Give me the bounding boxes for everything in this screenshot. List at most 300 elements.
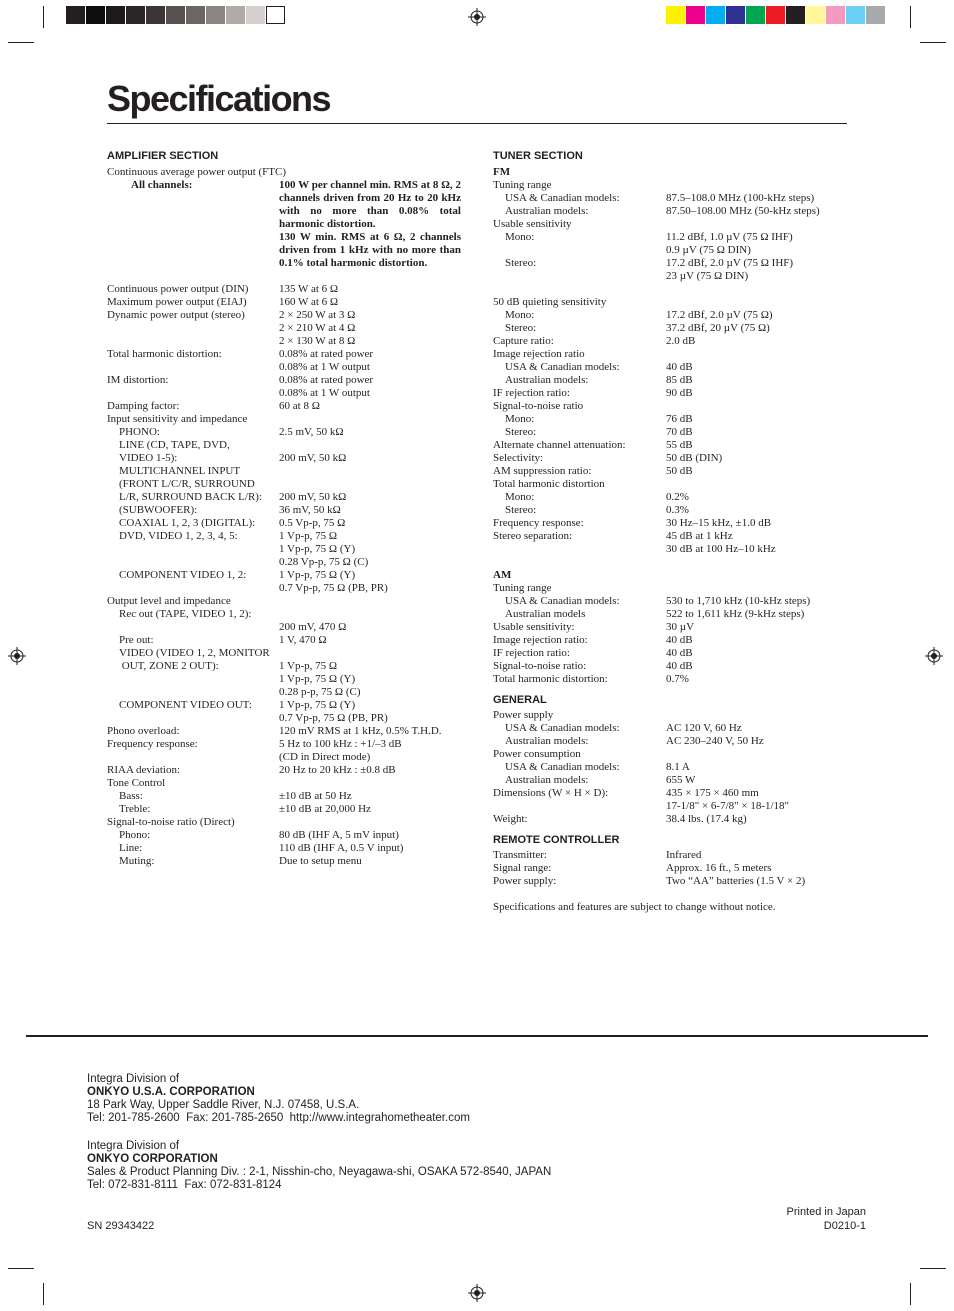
spec-row <box>107 335 467 348</box>
spec-value: 2 × 130 W at 8 Ω <box>279 335 356 347</box>
remote-spec-list <box>493 849 853 888</box>
spec-value: 120 mV RMS at 1 kHz, 0.5% T.H.D. <box>279 725 442 737</box>
spec-value: 40 dB <box>666 634 693 646</box>
spec-value: ±10 dB at 20,000 Hz <box>279 803 371 815</box>
spec-label: OUT, ZONE 2 OUT): <box>119 660 219 672</box>
all-channels-label: All channels: <box>131 179 193 191</box>
spec-row <box>493 800 853 813</box>
spec-value: 655 W <box>666 774 696 786</box>
spec-row <box>107 647 467 660</box>
spec-label: USA & Canadian models: <box>505 595 620 607</box>
spec-value: 70 dB <box>666 426 693 438</box>
fm-heading: FM <box>493 166 511 178</box>
japan-address-block <box>87 1140 551 1192</box>
spec-label: IF rejection ratio: <box>493 387 570 399</box>
spec-value: (CD in Direct mode) <box>279 751 371 763</box>
printed-in-japan: Printed in Japan <box>786 1206 866 1218</box>
spec-value: 2 × 250 W at 3 Ω <box>279 309 356 321</box>
spec-row <box>493 735 853 748</box>
serial-number: SN 29343422 <box>87 1220 155 1232</box>
spec-row <box>493 595 853 608</box>
ftc-rating-6ohm: 130 W min. RMS at 6 Ω, 2 channels driven from 1 kHz with no more than 0.1% total harmonic distortion. <box>279 231 461 269</box>
spec-row <box>493 270 853 283</box>
spec-row <box>493 465 853 478</box>
spec-label: VIDEO 1-5): <box>119 452 178 464</box>
spec-value: Infrared <box>666 849 702 861</box>
crop-mark <box>920 42 946 43</box>
spec-value: 8.1 A <box>666 761 690 773</box>
spec-value: 2.0 dB <box>666 335 696 347</box>
spec-value: 1 Vp-p, 75 Ω (Y) <box>279 673 356 685</box>
spec-row <box>493 543 853 556</box>
spec-value: 17.2 dBf, 2.0 µV (75 Ω) <box>666 309 773 321</box>
spec-label: Input sensitivity and impedance <box>107 413 248 425</box>
spec-row <box>493 647 853 660</box>
spec-label: DVD, VIDEO 1, 2, 3, 4, 5: <box>119 530 238 542</box>
spec-label: Power consumption <box>493 748 581 760</box>
color-swatch <box>706 6 725 24</box>
spec-label: Signal-to-noise ratio (Direct) <box>107 816 235 828</box>
spec-label: Dimensions (W × H × D): <box>493 787 609 799</box>
spec-value: 0.08% at 1 W output <box>279 361 370 373</box>
spec-label: IM distortion: <box>107 374 169 386</box>
spec-label: Phono overload: <box>107 725 180 737</box>
spec-row <box>493 296 853 309</box>
spec-row <box>107 439 467 452</box>
spec-value: 87.5–108.0 MHz (100-kHz steps) <box>666 192 815 204</box>
spec-label: Damping factor: <box>107 400 180 412</box>
spec-label: Australian models: <box>505 205 589 217</box>
spec-label: Tone Control <box>107 777 166 789</box>
spec-label: USA & Canadian models: <box>505 722 620 734</box>
color-swatch <box>866 6 885 24</box>
registration-mark-icon <box>468 1284 486 1302</box>
spec-label: (FRONT L/C/R, SURROUND <box>119 478 255 490</box>
spec-value: Due to setup menu <box>279 855 362 867</box>
spec-value: 17.2 dBf, 2.0 µV (75 Ω IHF) <box>666 257 794 269</box>
spec-row <box>493 322 853 335</box>
spec-row <box>493 413 853 426</box>
spec-label: Total harmonic distortion: <box>493 673 608 685</box>
spec-row <box>493 722 853 735</box>
spec-value: 1 Vp-p, 75 Ω (Y) <box>279 543 356 555</box>
spec-label: Total harmonic distortion <box>493 478 605 490</box>
spec-row <box>107 309 467 322</box>
spec-row <box>107 790 467 803</box>
spec-row <box>107 374 467 387</box>
spec-row <box>493 530 853 543</box>
spec-label: Capture ratio: <box>493 335 554 347</box>
japan-division: Integra Division of <box>87 1140 180 1152</box>
spec-label: Power supply: <box>493 875 557 887</box>
spec-row <box>493 504 853 517</box>
usa-address: 18 Park Way, Upper Saddle River, N.J. 07458, U.S.A. <box>87 1099 360 1111</box>
spec-label: Treble: <box>119 803 151 815</box>
spec-label: Image rejection ratio <box>493 348 585 360</box>
spec-row <box>107 686 467 699</box>
spec-label: Stereo: <box>505 322 537 334</box>
spec-row <box>107 660 467 673</box>
spec-row <box>107 842 467 855</box>
spec-value: 55 dB <box>666 439 693 451</box>
spec-label: Australian models: <box>505 374 589 386</box>
spec-row <box>107 426 467 439</box>
spec-label: Weight: <box>493 813 528 825</box>
spec-row <box>107 491 467 504</box>
spec-row <box>493 491 853 504</box>
page-title: Specifications <box>107 78 331 119</box>
amplifier-section <box>107 150 467 868</box>
spec-label: Frequency response: <box>493 517 584 529</box>
spec-row <box>107 400 467 413</box>
spec-row <box>493 621 853 634</box>
spec-value: 1 Vp-p, 75 Ω (Y) <box>279 699 356 711</box>
spec-value: 530 to 1,710 kHz (10-kHz steps) <box>666 595 811 607</box>
spec-row <box>493 673 853 686</box>
spec-row <box>107 296 467 309</box>
spec-value: 60 at 8 Ω <box>279 400 320 412</box>
am-spec-list <box>493 582 853 686</box>
spec-label: Australian models <box>505 608 586 620</box>
spec-row <box>107 413 467 426</box>
spec-label: Stereo: <box>505 504 537 516</box>
spec-value: 200 mV, 470 Ω <box>279 621 347 633</box>
color-swatch <box>86 6 105 24</box>
spec-label: Pre out: <box>119 634 154 646</box>
spec-row <box>107 699 467 712</box>
spec-label: Australian models: <box>505 774 589 786</box>
spec-label: Transmitter: <box>493 849 547 861</box>
spec-label: Dynamic power output (stereo) <box>107 309 245 321</box>
japan-contact: Tel: 072-831-8111 Fax: 072-831-8124 <box>87 1179 282 1191</box>
spec-label: Power supply <box>493 709 554 721</box>
color-swatch <box>126 6 145 24</box>
spec-value: 45 dB at 1 kHz <box>666 530 733 542</box>
spec-value: 1 Vp-p, 75 Ω <box>279 530 338 542</box>
spec-label: (SUBWOOFER): <box>119 504 198 516</box>
spec-row <box>493 257 853 270</box>
spec-label: Usable sensitivity <box>493 218 572 230</box>
spec-label: Total harmonic distortion: <box>107 348 222 360</box>
spec-row <box>493 862 853 875</box>
spec-row <box>107 751 467 764</box>
spec-label: Usable sensitivity: <box>493 621 575 633</box>
color-swatch <box>746 6 765 24</box>
spec-value: 0.9 µV (75 Ω DIN) <box>666 244 751 256</box>
crop-mark <box>43 1283 44 1305</box>
spec-row <box>493 875 853 888</box>
crop-mark <box>910 1283 911 1305</box>
usa-address-block <box>87 1073 470 1125</box>
spec-row <box>107 855 467 868</box>
color-swatch <box>686 6 705 24</box>
fm-spec-list <box>493 179 853 556</box>
spec-label: Bass: <box>119 790 143 802</box>
color-swatch <box>726 6 745 24</box>
spec-value: 2.5 mV, 50 kΩ <box>279 426 344 438</box>
color-swatch <box>66 6 85 24</box>
usa-division: Integra Division of <box>87 1073 180 1085</box>
spec-value: 0.08% at rated power <box>279 374 374 386</box>
spec-value: 20 Hz to 20 kHz : ±0.8 dB <box>279 764 396 776</box>
spec-label: Australian models: <box>505 735 589 747</box>
spec-row <box>107 816 467 829</box>
remote-heading: REMOTE CONTROLLER <box>493 834 620 846</box>
spec-row <box>107 478 467 491</box>
spec-label: Alternate channel attenuation: <box>493 439 626 451</box>
spec-value: 0.28 p-p, 75 Ω (C) <box>279 686 361 698</box>
spec-row <box>107 387 467 400</box>
spec-value: 36 mV, 50 kΩ <box>279 504 341 516</box>
spec-row <box>493 309 853 322</box>
spec-value: 30 dB at 100 Hz–10 kHz <box>666 543 776 555</box>
spec-value: 0.7 Vp-p, 75 Ω (PB, PR) <box>279 582 388 594</box>
color-swatch <box>246 6 265 24</box>
spec-label: Muting: <box>119 855 155 867</box>
spec-value: 50 dB (DIN) <box>666 452 723 464</box>
spec-label: COMPONENT VIDEO OUT: <box>119 699 252 711</box>
spec-value: 160 W at 6 Ω <box>279 296 339 308</box>
spec-value: 1 V, 470 Ω <box>279 634 327 646</box>
spec-row <box>493 361 853 374</box>
spec-value: 38.4 lbs. (17.4 kg) <box>666 813 747 825</box>
spec-value: 2 × 210 W at 4 Ω <box>279 322 356 334</box>
spec-row <box>493 335 853 348</box>
color-swatch <box>206 6 225 24</box>
ftc-rating-8ohm: 100 W per channel min. RMS at 8 Ω, 2 channels driven from 20 Hz to 20 kHz with no more than 0.08% total harmonic distortion. <box>279 179 461 230</box>
spec-value: 1 Vp-p, 75 Ω (Y) <box>279 569 356 581</box>
spec-value: 522 to 1,611 kHz (9-kHz steps) <box>666 608 805 620</box>
spec-value: 11.2 dBf, 1.0 µV (75 Ω IHF) <box>666 231 793 243</box>
spec-label: USA & Canadian models: <box>505 361 620 373</box>
crop-mark <box>8 42 34 43</box>
spec-row <box>493 849 853 862</box>
ftc-rating <box>279 179 461 270</box>
spec-value: 1 Vp-p, 75 Ω <box>279 660 338 672</box>
spec-value: AC 230–240 V, 50 Hz <box>666 735 764 747</box>
crop-mark <box>910 6 911 28</box>
spec-row <box>107 530 467 543</box>
spec-value: 85 dB <box>666 374 693 386</box>
spec-value: 90 dB <box>666 387 693 399</box>
spec-row <box>107 569 467 582</box>
spec-value: 40 dB <box>666 660 693 672</box>
spec-value: ±10 dB at 50 Hz <box>279 790 352 802</box>
spec-value: 30 µV <box>666 621 695 633</box>
spec-row <box>107 803 467 816</box>
japan-address: Sales & Product Planning Div. : 2-1, Nisshin-cho, Neyagawa-shi, OSAKA 572-8540, JAPAN <box>87 1166 552 1178</box>
spec-value: 5 Hz to 100 kHz : +1/–3 dB <box>279 738 402 750</box>
amplifier-spec-list <box>107 283 467 868</box>
spec-row <box>107 608 467 621</box>
spec-row <box>107 348 467 361</box>
spec-row <box>107 829 467 842</box>
color-swatch <box>806 6 825 24</box>
spec-label: Image rejection ratio: <box>493 634 588 646</box>
general-spec-list <box>493 709 853 826</box>
spec-row <box>493 582 853 595</box>
spec-row <box>107 595 467 608</box>
spec-row <box>107 634 467 647</box>
usa-company: ONKYO U.S.A. CORPORATION <box>87 1086 255 1098</box>
spec-value: 0.28 Vp-p, 75 Ω (C) <box>279 556 369 568</box>
spec-value: 0.7% <box>666 673 689 685</box>
spec-value: 200 mV, 50 kΩ <box>279 491 347 503</box>
footer-rule <box>26 1035 928 1037</box>
spec-value: 0.7 Vp-p, 75 Ω (PB, PR) <box>279 712 388 724</box>
spec-value: 30 Hz–15 kHz, ±1.0 dB <box>666 517 772 529</box>
color-swatch <box>146 6 165 24</box>
spec-value: 135 W at 6 Ω <box>279 283 339 295</box>
spec-row <box>493 478 853 491</box>
spec-label: COMPONENT VIDEO 1, 2: <box>119 569 247 581</box>
registration-mark-icon <box>8 647 26 665</box>
spec-row <box>493 748 853 761</box>
spec-row <box>107 517 467 530</box>
spec-row <box>107 283 467 296</box>
spec-value: Two “AA” batteries (1.5 V × 2) <box>666 875 806 887</box>
spec-label: Signal-to-noise ratio: <box>493 660 587 672</box>
spec-label: Mono: <box>505 231 535 243</box>
color-swatch <box>106 6 125 24</box>
registration-mark-icon <box>468 8 486 26</box>
spec-label: IF rejection ratio: <box>493 647 570 659</box>
color-swatch <box>826 6 845 24</box>
spec-label: Continuous power output (DIN) <box>107 283 249 295</box>
spec-label: Signal range: <box>493 862 552 874</box>
spec-label: Stereo: <box>505 257 537 269</box>
spec-label: Output level and impedance <box>107 595 231 607</box>
spec-row <box>493 231 853 244</box>
tuner-section <box>493 150 853 914</box>
spec-row <box>107 504 467 517</box>
spec-label: Stereo: <box>505 426 537 438</box>
spec-value: 0.08% at 1 W output <box>279 387 370 399</box>
spec-row <box>493 179 853 192</box>
spec-value: 110 dB (IHF A, 0.5 V input) <box>279 842 404 854</box>
spec-value: 435 × 175 × 460 mm <box>666 787 759 799</box>
spec-value: 17-1/8" × 6-7/8" × 18-1/18" <box>666 800 790 812</box>
spec-row <box>107 322 467 335</box>
spec-label: VIDEO (VIDEO 1, 2, MONITOR <box>119 647 270 659</box>
spec-value: Approx. 16 ft., 5 meters <box>666 862 772 874</box>
spec-label: MULTICHANNEL INPUT <box>119 465 241 477</box>
color-swatch <box>266 6 285 24</box>
spec-row <box>107 465 467 478</box>
spec-label: LINE (CD, TAPE, DVD, <box>119 439 230 451</box>
spec-label: Rec out (TAPE, VIDEO 1, 2): <box>119 608 252 620</box>
spec-row <box>493 192 853 205</box>
crop-mark <box>43 6 44 28</box>
spec-row <box>493 787 853 800</box>
spec-row <box>107 543 467 556</box>
spec-label: Selectivity: <box>493 452 544 464</box>
spec-row <box>493 205 853 218</box>
color-swatch <box>226 6 245 24</box>
spec-value: 37.2 dBf, 20 µV (75 Ω) <box>666 322 770 334</box>
spec-label: Stereo separation: <box>493 530 573 542</box>
registration-mark-icon <box>925 647 943 665</box>
spec-label: Tuning range <box>493 179 552 191</box>
spec-row <box>493 709 853 722</box>
spec-row <box>107 452 467 465</box>
spec-row <box>107 621 467 634</box>
spec-row <box>493 608 853 621</box>
spec-row <box>493 439 853 452</box>
am-heading: AM <box>493 569 512 581</box>
crop-mark <box>8 1268 34 1269</box>
spec-row <box>493 218 853 231</box>
amplifier-heading: AMPLIFIER SECTION <box>107 150 219 162</box>
spec-label: Mono: <box>505 491 535 503</box>
spec-row <box>493 774 853 787</box>
spec-label: USA & Canadian models: <box>505 192 620 204</box>
crop-mark <box>920 1268 946 1269</box>
spec-value: 50 dB <box>666 465 693 477</box>
spec-value: 40 dB <box>666 361 693 373</box>
spec-label: AM suppression ratio: <box>493 465 592 477</box>
spec-row <box>107 764 467 777</box>
spec-row <box>493 387 853 400</box>
spec-row <box>107 712 467 725</box>
spec-label: Maximum power output (EIAJ) <box>107 296 247 308</box>
spec-label: RIAA deviation: <box>107 764 181 776</box>
spec-change-notice: Specifications and features are subject to change without notice. <box>493 901 776 913</box>
spec-value: 0.5 Vp-p, 75 Ω <box>279 517 346 529</box>
spec-label: Mono: <box>505 413 535 425</box>
spec-row <box>107 361 467 374</box>
tuner-heading: TUNER SECTION <box>493 150 583 162</box>
spec-row <box>107 725 467 738</box>
spec-label: L/R, SURROUND BACK L/R): <box>119 491 263 503</box>
spec-row <box>107 738 467 751</box>
spec-row <box>493 400 853 413</box>
spec-value: 87.50–108.00 MHz (50-kHz steps) <box>666 205 820 217</box>
color-swatch <box>166 6 185 24</box>
spec-label: 50 dB quieting sensitivity <box>493 296 607 308</box>
spec-row <box>493 348 853 361</box>
spec-label: Signal-to-noise ratio <box>493 400 584 412</box>
spec-label: USA & Canadian models: <box>505 761 620 773</box>
ftc-label: Continuous average power output (FTC) <box>107 166 287 178</box>
spec-row <box>493 660 853 673</box>
spec-label: COAXIAL 1, 2, 3 (DIGITAL): <box>119 517 256 529</box>
spec-row <box>493 813 853 826</box>
spec-label: Frequency response: <box>107 738 198 750</box>
color-swatch <box>186 6 205 24</box>
spec-row <box>493 452 853 465</box>
spec-row <box>493 283 853 296</box>
color-swatch <box>846 6 865 24</box>
document-code: D0210-1 <box>823 1220 866 1232</box>
color-swatch <box>766 6 785 24</box>
usa-contact: Tel: 201-785-2600 Fax: 201-785-2650 http://www.integrahometheater.com <box>87 1112 470 1124</box>
spec-value: 200 mV, 50 kΩ <box>279 452 347 464</box>
spec-label: Tuning range <box>493 582 552 594</box>
spec-row <box>493 244 853 257</box>
title-rule <box>107 123 847 124</box>
spec-row <box>493 517 853 530</box>
spec-row <box>493 761 853 774</box>
spec-row <box>493 374 853 387</box>
spec-row <box>107 673 467 686</box>
spec-value: 80 dB (IHF A, 5 mV input) <box>279 829 399 841</box>
color-swatch <box>666 6 685 24</box>
spec-label: Line: <box>119 842 143 854</box>
spec-label: Mono: <box>505 309 535 321</box>
spec-value: 40 dB <box>666 647 693 659</box>
spec-row <box>107 777 467 790</box>
